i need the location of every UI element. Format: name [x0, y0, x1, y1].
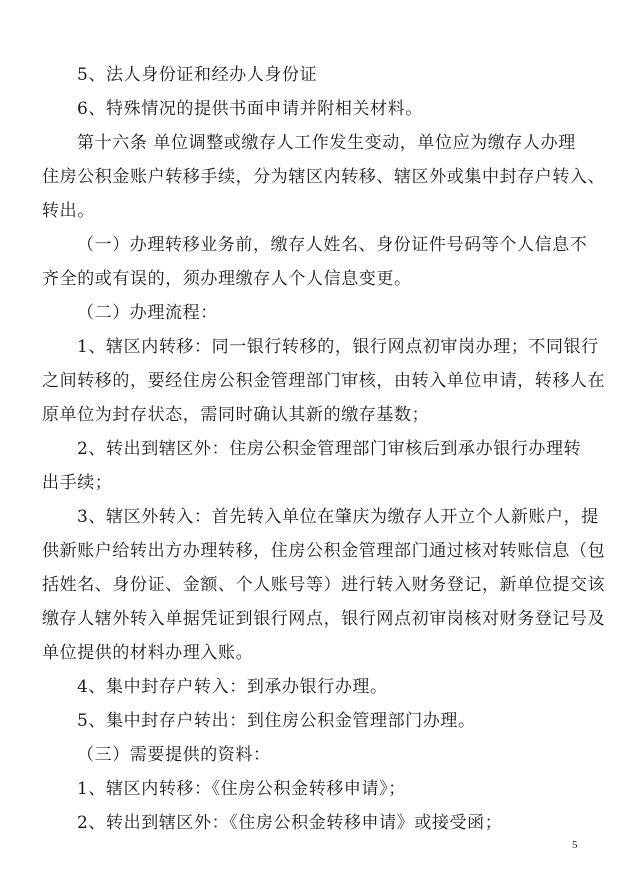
paragraph-line: 6、特殊情况的提供书面申请并附相关材料。 — [77, 99, 423, 119]
paragraph-line: 括姓名、身份证、金额、个人账号等）进行转入财务登记，新单位提交该 — [42, 575, 606, 595]
paragraph-line: 2、转出到辖区外：《住房公积金转移申请》或接受函； — [77, 813, 503, 833]
page-number: 5 — [572, 839, 578, 851]
article-heading-line: 第十六条 单位调整或缴存人工作发生变动，单位应为缴存人办理 — [77, 133, 576, 153]
paragraph-line: 原单位为封存状态，需同时确认其新的缴存基数； — [42, 405, 430, 425]
section-heading: （二）办理流程： — [77, 303, 218, 323]
paragraph-line: 3、辖区外转入：首先转入单位在肇庆为缴存人开立个人新账户，提 — [77, 507, 599, 527]
paragraph-line: 5、法人身份证和经办人身份证 — [77, 65, 318, 85]
paragraph-line: 2、转出到辖区外：住房公积金管理部门审核后到承办银行办理转 — [77, 439, 582, 459]
paragraph-line: 缴存人辖外转入单据凭证到银行网点，银行网点初审岗核对财务登记号及 — [42, 609, 606, 629]
paragraph-line: 转出。 — [42, 201, 95, 221]
section-heading: （三）需要提供的资料： — [77, 745, 271, 765]
paragraph-line: 单位提供的材料办理入账。 — [42, 643, 254, 663]
paragraph-line: 1、辖区内转移：《住房公积金转移申请》； — [77, 779, 406, 799]
paragraph-line: （一）办理转移业务前，缴存人姓名、身份证件号码等个人信息不 — [77, 235, 588, 255]
paragraph-line: 供新账户给转出方办理转移，住房公积金管理部门通过核对转账信息（包 — [42, 541, 606, 561]
paragraph-line: 1、辖区内转移：同一银行转移的，银行网点初审岗办理；不同银行 — [77, 337, 599, 357]
paragraph-line: 4、集中封存户转入：到承办银行办理。 — [77, 677, 388, 697]
paragraph-line: 住房公积金账户转移手续，分为辖区内转移、辖区外或集中封存户转入、 — [42, 167, 606, 187]
paragraph-line: 5、集中封存户转出：到住房公积金管理部门办理。 — [77, 711, 476, 731]
paragraph-line: 出手续； — [42, 473, 113, 493]
paragraph-line: 齐全的或有误的，须办理缴存人个人信息变更。 — [42, 269, 412, 289]
paragraph-line: 之间转移的，要经住房公积金管理部门审核，由转入单位申请，转移人在 — [42, 371, 606, 391]
